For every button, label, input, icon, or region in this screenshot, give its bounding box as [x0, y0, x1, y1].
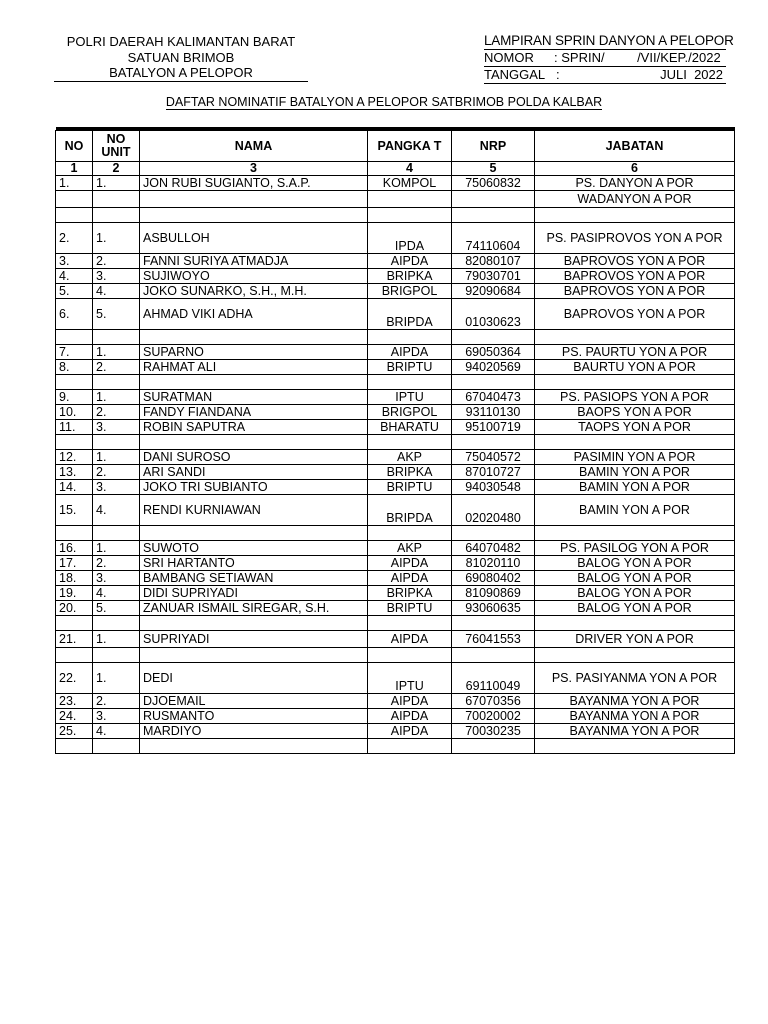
- cell-nrp: 70020002: [452, 709, 535, 724]
- table-row-blank: [56, 616, 735, 631]
- cell-no: 12.: [56, 450, 93, 465]
- cell-pangkat: IPTU: [368, 390, 452, 405]
- cell-no-unit: 2.: [93, 360, 140, 375]
- cell-nama: [140, 616, 368, 631]
- cell-no: 5.: [56, 284, 93, 299]
- table-row: [56, 663, 735, 694]
- cell-pangkat: BHARATU: [368, 420, 452, 435]
- table-row: [56, 223, 735, 254]
- table-row: [56, 405, 735, 420]
- cell-nama: [140, 375, 368, 390]
- cell-no: 23.: [56, 694, 93, 709]
- cell-nrp: [452, 330, 535, 345]
- cell-pangkat: [368, 739, 452, 754]
- cell-jabatan: [535, 330, 735, 345]
- cell-jabatan: [535, 208, 735, 223]
- cell-pangkat: AIPDA: [368, 571, 452, 586]
- cell-no: [56, 330, 93, 345]
- cell-nama: ARI SANDI: [140, 465, 368, 480]
- cell-pangkat: [368, 375, 452, 390]
- cell-nama: DEDI: [140, 663, 368, 694]
- header-left-line3: BATALYON A PELOPOR: [54, 65, 308, 82]
- cell-jabatan: PASIMIN YON A POR: [535, 450, 735, 465]
- cell-nama: SURATMAN: [140, 390, 368, 405]
- cell-nrp: 82080107: [452, 254, 535, 269]
- cell-no-unit: 4.: [93, 284, 140, 299]
- cell-no: 13.: [56, 465, 93, 480]
- cell-no-unit: 1.: [93, 663, 140, 694]
- table-row: [56, 191, 735, 208]
- cell-no: 7.: [56, 345, 93, 360]
- table-body: [56, 176, 735, 754]
- cell-nama: DJOEMAIL: [140, 694, 368, 709]
- table-row: [56, 176, 735, 191]
- cell-jabatan: PS. DANYON A POR: [535, 176, 735, 191]
- table-row-blank: [56, 375, 735, 390]
- cell-no: 20.: [56, 601, 93, 616]
- cell-jabatan: BAMIN YON A POR: [535, 465, 735, 480]
- cell-no-unit: [93, 330, 140, 345]
- table-row: [56, 450, 735, 465]
- cell-jabatan: BAYANMA YON A POR: [535, 709, 735, 724]
- cell-nrp: 75060832: [452, 176, 535, 191]
- table-row-blank: [56, 739, 735, 754]
- cell-nrp: 69080402: [452, 571, 535, 586]
- cell-nrp: [452, 648, 535, 663]
- cell-nrp: 81090869: [452, 586, 535, 601]
- cell-nrp: [452, 375, 535, 390]
- cell-nama: DANI SUROSO: [140, 450, 368, 465]
- column-number-row: [56, 162, 735, 176]
- table-row-blank: [56, 330, 735, 345]
- cell-pangkat: BRIPKA: [368, 269, 452, 284]
- table-row: [56, 709, 735, 724]
- cell-jabatan: BAMIN YON A POR: [535, 480, 735, 495]
- cell-no-unit: 2.: [93, 405, 140, 420]
- cell-jabatan: BALOG YON A POR: [535, 586, 735, 601]
- cell-nrp: 70030235: [452, 724, 535, 739]
- nominatif-table: [55, 127, 735, 754]
- table-row: [56, 345, 735, 360]
- cell-jabatan: [535, 739, 735, 754]
- cell-pangkat: AKP: [368, 541, 452, 556]
- cell-nama: BAMBANG SETIAWAN: [140, 571, 368, 586]
- nomor-value: : SPRIN/ /VII/KEP./2022: [554, 50, 721, 65]
- cell-no-unit: [93, 616, 140, 631]
- cell-no: [56, 526, 93, 541]
- cell-jabatan: TAOPS YON A POR: [535, 420, 735, 435]
- cell-no-unit: 1.: [93, 223, 140, 254]
- cell-jabatan: BALOG YON A POR: [535, 571, 735, 586]
- cell-no-unit: 1.: [93, 345, 140, 360]
- cell-no-unit: 5.: [93, 601, 140, 616]
- table-row: [56, 480, 735, 495]
- cell-nrp: 69050364: [452, 345, 535, 360]
- table-row: [56, 420, 735, 435]
- cell-nama: SUPRIYADI: [140, 631, 368, 648]
- header-jabatan: JABATAN: [535, 131, 735, 162]
- cell-nrp: [452, 208, 535, 223]
- cell-nrp: 95100719: [452, 420, 535, 435]
- cell-nama: RAHMAT ALI: [140, 360, 368, 375]
- cell-no: [56, 648, 93, 663]
- header-no: NO: [56, 131, 93, 162]
- cell-nrp: [452, 435, 535, 450]
- header-right-block: [484, 33, 734, 84]
- cell-jabatan: BAYANMA YON A POR: [535, 724, 735, 739]
- nomor-label: NOMOR: [484, 50, 534, 65]
- cell-nama: [140, 648, 368, 663]
- cell-pangkat: BRIPTU: [368, 480, 452, 495]
- cell-nrp: 94030548: [452, 480, 535, 495]
- cell-pangkat: BRIGPOL: [368, 284, 452, 299]
- table-row: [56, 694, 735, 709]
- cell-no: 8.: [56, 360, 93, 375]
- cell-pangkat: IPTU: [368, 663, 452, 694]
- cell-nrp: [452, 616, 535, 631]
- cell-pangkat: IPDA: [368, 223, 452, 254]
- header-right-nomor: [484, 50, 726, 67]
- cell-jabatan: [535, 616, 735, 631]
- cell-nama: [140, 191, 368, 208]
- cell-nrp: 67040473: [452, 390, 535, 405]
- table-row: [56, 556, 735, 571]
- cell-nama: SUJIWOYO: [140, 269, 368, 284]
- cell-pangkat: BRIPTU: [368, 601, 452, 616]
- cell-nama: AHMAD VIKI ADHA: [140, 299, 368, 330]
- cell-no: 19.: [56, 586, 93, 601]
- cell-pangkat: [368, 330, 452, 345]
- cell-jabatan: BAOPS YON A POR: [535, 405, 735, 420]
- cell-pangkat: BRIPDA: [368, 299, 452, 330]
- cell-jabatan: PS. PASIPROVOS YON A POR: [535, 223, 735, 254]
- table-header-row: [56, 131, 735, 162]
- cell-nama: ROBIN SAPUTRA: [140, 420, 368, 435]
- cell-no: 24.: [56, 709, 93, 724]
- cell-pangkat: [368, 616, 452, 631]
- cell-no: 4.: [56, 269, 93, 284]
- cell-no-unit: 3.: [93, 420, 140, 435]
- cell-no-unit: 2.: [93, 254, 140, 269]
- cell-no-unit: 3.: [93, 269, 140, 284]
- table-row-blank: [56, 208, 735, 223]
- header-left-line1: POLRI DAERAH KALIMANTAN BARAT: [66, 34, 296, 49]
- cell-nama: [140, 330, 368, 345]
- cell-pangkat: [368, 191, 452, 208]
- table-row: [56, 724, 735, 739]
- cell-no: 16.: [56, 541, 93, 556]
- cell-nama: ASBULLOH: [140, 223, 368, 254]
- cell-no-unit: 3.: [93, 709, 140, 724]
- cell-no-unit: 2.: [93, 465, 140, 480]
- cell-no: [56, 616, 93, 631]
- table-row: [56, 390, 735, 405]
- cell-jabatan: BAPROVOS YON A POR: [535, 284, 735, 299]
- cell-jabatan: PS. PASIYANMA YON A POR: [535, 663, 735, 694]
- cell-no-unit: 2.: [93, 694, 140, 709]
- colnum-4: 4: [368, 162, 452, 176]
- cell-jabatan: [535, 648, 735, 663]
- cell-pangkat: AIPDA: [368, 694, 452, 709]
- header-left-block: [54, 34, 308, 82]
- header-pangkat: PANGKA T: [368, 131, 452, 162]
- cell-nrp: 02020480: [452, 495, 535, 526]
- cell-pangkat: BRIGPOL: [368, 405, 452, 420]
- cell-jabatan: WADANYON A POR: [535, 191, 735, 208]
- tanggal-value: JULI 2022: [660, 67, 723, 82]
- cell-nama: JON RUBI SUGIANTO, S.A.P.: [140, 176, 368, 191]
- colnum-5: 5: [452, 162, 535, 176]
- cell-pangkat: BRIPKA: [368, 465, 452, 480]
- cell-nama: [140, 435, 368, 450]
- cell-nrp: [452, 526, 535, 541]
- cell-nama: FANDY FIANDANA: [140, 405, 368, 420]
- table-row: [56, 465, 735, 480]
- cell-jabatan: PS. PASIOPS YON A POR: [535, 390, 735, 405]
- cell-no-unit: 4.: [93, 495, 140, 526]
- table-row: [56, 254, 735, 269]
- cell-no-unit: [93, 648, 140, 663]
- cell-pangkat: [368, 435, 452, 450]
- header-nrp: NRP: [452, 131, 535, 162]
- cell-nama: JOKO SUNARKO, S.H., M.H.: [140, 284, 368, 299]
- cell-nrp: 93060635: [452, 601, 535, 616]
- cell-jabatan: PS. PAURTU YON A POR: [535, 345, 735, 360]
- cell-pangkat: AIPDA: [368, 556, 452, 571]
- cell-jabatan: [535, 435, 735, 450]
- cell-jabatan: BAURTU YON A POR: [535, 360, 735, 375]
- cell-no-unit: 1.: [93, 390, 140, 405]
- cell-jabatan: BAPROVOS YON A POR: [535, 254, 735, 269]
- cell-no: 3.: [56, 254, 93, 269]
- cell-no-unit: 3.: [93, 571, 140, 586]
- cell-no-unit: 1.: [93, 176, 140, 191]
- cell-nrp: 81020110: [452, 556, 535, 571]
- cell-no-unit: [93, 435, 140, 450]
- table-row-blank: [56, 526, 735, 541]
- header-right-title: LAMPIRAN SPRIN DANYON A PELOPOR: [484, 33, 734, 48]
- table-row: [56, 269, 735, 284]
- table-row: [56, 360, 735, 375]
- cell-no-unit: 1.: [93, 631, 140, 648]
- cell-no-unit: 3.: [93, 480, 140, 495]
- cell-nama: SUWOTO: [140, 541, 368, 556]
- cell-pangkat: [368, 526, 452, 541]
- cell-no-unit: [93, 375, 140, 390]
- cell-nama: SRI HARTANTO: [140, 556, 368, 571]
- cell-no: 18.: [56, 571, 93, 586]
- cell-no-unit: [93, 526, 140, 541]
- cell-nrp: 79030701: [452, 269, 535, 284]
- table-row-blank: [56, 435, 735, 450]
- cell-nama: ZANUAR ISMAIL SIREGAR, S.H.: [140, 601, 368, 616]
- table-row: [56, 601, 735, 616]
- cell-no: 6.: [56, 299, 93, 330]
- cell-jabatan: BAPROVOS YON A POR: [535, 299, 735, 330]
- cell-nrp: 64070482: [452, 541, 535, 556]
- header-no-unit: NO UNIT: [93, 131, 140, 162]
- cell-nama: [140, 526, 368, 541]
- cell-nrp: 92090684: [452, 284, 535, 299]
- cell-no: [56, 208, 93, 223]
- cell-no: 14.: [56, 480, 93, 495]
- cell-no: 22.: [56, 663, 93, 694]
- cell-pangkat: AKP: [368, 450, 452, 465]
- cell-pangkat: BRIPDA: [368, 495, 452, 526]
- cell-no: 10.: [56, 405, 93, 420]
- cell-nama: SUPARNO: [140, 345, 368, 360]
- cell-jabatan: DRIVER YON A POR: [535, 631, 735, 648]
- cell-pangkat: [368, 208, 452, 223]
- tanggal-sep: :: [556, 67, 560, 82]
- cell-no-unit: 1.: [93, 450, 140, 465]
- cell-no-unit: 5.: [93, 299, 140, 330]
- cell-nrp: 93110130: [452, 405, 535, 420]
- cell-nrp: 01030623: [452, 299, 535, 330]
- cell-jabatan: PS. PASILOG YON A POR: [535, 541, 735, 556]
- cell-nrp: 87010727: [452, 465, 535, 480]
- cell-jabatan: [535, 375, 735, 390]
- tanggal-label: TANGGAL: [484, 67, 546, 82]
- cell-no-unit: 1.: [93, 541, 140, 556]
- table-row: [56, 541, 735, 556]
- cell-jabatan: [535, 526, 735, 541]
- cell-nrp: [452, 739, 535, 754]
- cell-pangkat: BRIPKA: [368, 586, 452, 601]
- cell-no-unit: [93, 191, 140, 208]
- cell-pangkat: BRIPTU: [368, 360, 452, 375]
- cell-no: [56, 435, 93, 450]
- cell-jabatan: BALOG YON A POR: [535, 556, 735, 571]
- cell-nama: [140, 739, 368, 754]
- cell-jabatan: BALOG YON A POR: [535, 601, 735, 616]
- header-right-tanggal: [484, 67, 726, 84]
- cell-no: 2.: [56, 223, 93, 254]
- cell-nrp: 74110604: [452, 223, 535, 254]
- header-left-line2: SATUAN BRIMOB: [127, 49, 235, 65]
- cell-nama: JOKO TRI SUBIANTO: [140, 480, 368, 495]
- header-nama: NAMA: [140, 131, 368, 162]
- cell-no: 17.: [56, 556, 93, 571]
- cell-no: [56, 739, 93, 754]
- cell-nrp: [452, 191, 535, 208]
- document-title: DAFTAR NOMINATIF BATALYON A PELOPOR SATBRIMOB POLDA KALBAR: [165, 95, 603, 109]
- cell-nama: DIDI SUPRIYADI: [140, 586, 368, 601]
- cell-no: [56, 375, 93, 390]
- cell-no-unit: 2.: [93, 556, 140, 571]
- cell-jabatan: BAMIN YON A POR: [535, 495, 735, 526]
- cell-no: [56, 191, 93, 208]
- cell-nama: FANNI SURIYA ATMADJA: [140, 254, 368, 269]
- table-row: [56, 495, 735, 526]
- cell-nama: RUSMANTO: [140, 709, 368, 724]
- table-row: [56, 631, 735, 648]
- cell-no-unit: 4.: [93, 724, 140, 739]
- colnum-3: 3: [140, 162, 368, 176]
- colnum-1: 1: [56, 162, 93, 176]
- cell-pangkat: AIPDA: [368, 631, 452, 648]
- cell-pangkat: AIPDA: [368, 254, 452, 269]
- table-row: [56, 571, 735, 586]
- cell-no: 15.: [56, 495, 93, 526]
- cell-pangkat: [368, 648, 452, 663]
- cell-nrp: 67070356: [452, 694, 535, 709]
- cell-pangkat: KOMPOL: [368, 176, 452, 191]
- cell-no: 9.: [56, 390, 93, 405]
- cell-no: 25.: [56, 724, 93, 739]
- table-row: [56, 284, 735, 299]
- cell-no: 11.: [56, 420, 93, 435]
- cell-nama: RENDI KURNIAWAN: [140, 495, 368, 526]
- cell-no-unit: [93, 208, 140, 223]
- cell-jabatan: BAYANMA YON A POR: [535, 694, 735, 709]
- cell-no: 1.: [56, 176, 93, 191]
- cell-no-unit: 4.: [93, 586, 140, 601]
- table-row: [56, 299, 735, 330]
- colnum-2: 2: [93, 162, 140, 176]
- cell-nrp: 76041553: [452, 631, 535, 648]
- colnum-6: 6: [535, 162, 735, 176]
- table-row: [56, 586, 735, 601]
- cell-jabatan: BAPROVOS YON A POR: [535, 269, 735, 284]
- cell-nrp: 75040572: [452, 450, 535, 465]
- cell-pangkat: AIPDA: [368, 724, 452, 739]
- cell-pangkat: AIPDA: [368, 709, 452, 724]
- cell-no: 21.: [56, 631, 93, 648]
- cell-nama: [140, 208, 368, 223]
- cell-nrp: 69110049: [452, 663, 535, 694]
- cell-no-unit: [93, 739, 140, 754]
- document-title-wrap: [0, 95, 768, 109]
- cell-pangkat: AIPDA: [368, 345, 452, 360]
- cell-nama: MARDIYO: [140, 724, 368, 739]
- table-row-blank: [56, 648, 735, 663]
- cell-nrp: 94020569: [452, 360, 535, 375]
